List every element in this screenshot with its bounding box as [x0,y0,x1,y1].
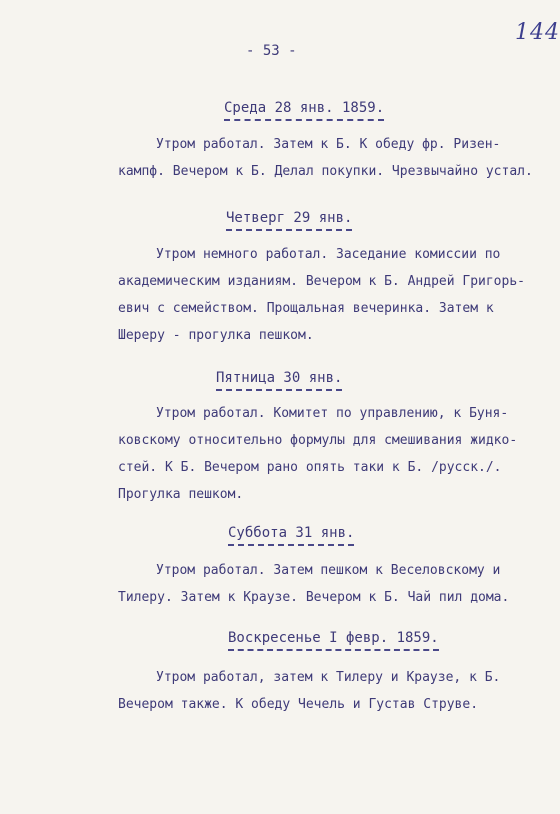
entry-date-heading: Пятница 30 янв. [216,370,342,391]
entry-date-heading: Воскресенье I февр. 1859. [228,630,439,651]
entry-line: стей. К Б. Вечером рано опять таки к Б. /русск./. [118,460,502,475]
entry-body [118,664,500,718]
entry-line: Утром немного работал. Заседание комиссии по [156,247,501,262]
entry-line: Вечером также. К обеду Чечель и Густав Струве. [118,697,479,712]
entry-date-heading: Суббота 31 янв. [228,525,354,546]
entry-line: Утром работал. Затем пешком к Веселовскому и [156,563,501,578]
entry-line: Утром работал. Затем к Б. К обеду фр. Ризен- [156,137,501,152]
entry-date-heading: Четверг 29 янв. [226,210,352,231]
entry-line: Прогулка пешком. [118,487,244,502]
handwritten-folio-number: 144 [515,20,560,45]
entry-line: Тилеру. Затем к Краузе. Вечером к Б. Чай пил дома. [118,590,510,605]
entry-line: Утром работал. Комитет по управлению, к Буня- [156,406,509,421]
entry-line: кампф. Вечером к Б. Делал покупки. Чрезвычайно устал. [118,164,533,179]
entry-line: Утром работал, затем к Тилеру и Краузе, к Б. [156,670,501,685]
entry-line: академическим изданиям. Вечером к Б. Андрей Григорь- [118,274,525,289]
entry-date-heading: Среда 28 янв. 1859. [224,100,384,121]
entry-body [118,400,517,508]
entry-body [118,557,509,611]
entry-line: евич с семейством. Прощальная вечеринка. Затем к [118,301,494,316]
page-number: - 53 - [246,43,297,59]
entry-line: ковскому относительно формулы для смешивания жидко- [118,433,518,448]
entry-body [118,131,533,185]
entry-body [118,241,525,349]
entry-line: Шереру - прогулка пешком. [118,328,314,343]
